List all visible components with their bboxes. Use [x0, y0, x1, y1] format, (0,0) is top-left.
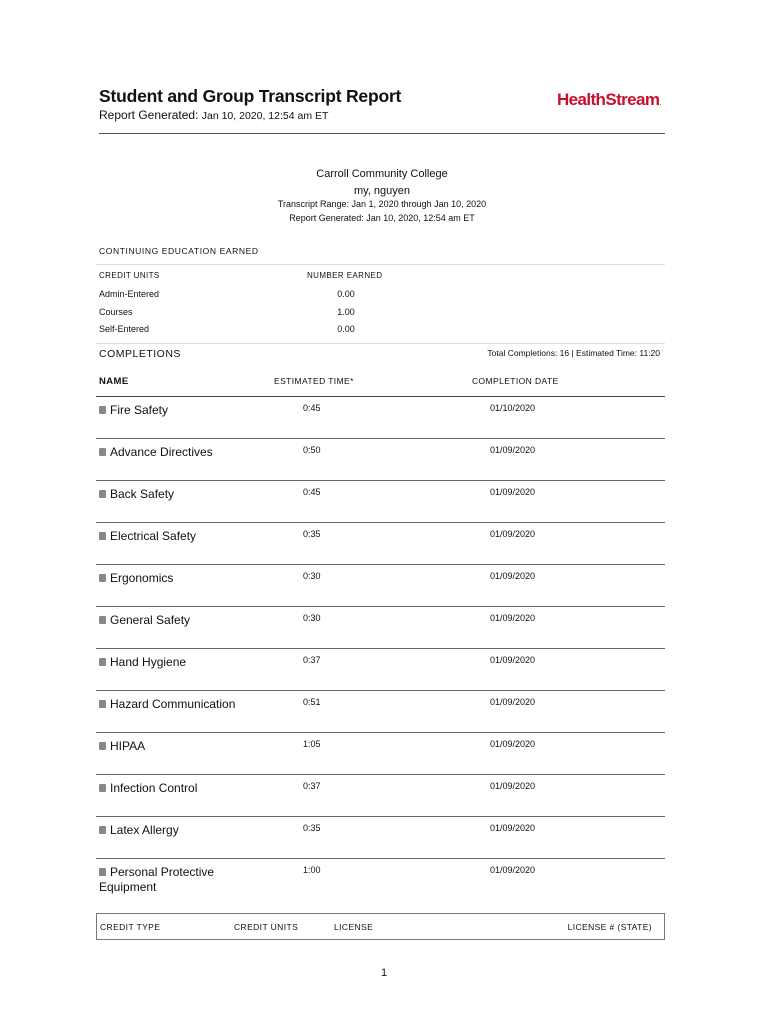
page-number: 1 — [380, 967, 388, 979]
divider — [96, 343, 665, 344]
col-header-completion-date: COMPLETION DATE — [472, 376, 559, 386]
estimated-time: 0:30 — [303, 571, 321, 581]
estimated-time: 0:35 — [303, 823, 321, 833]
document-icon — [99, 448, 106, 456]
table-row — [96, 649, 665, 691]
ce-row-label: Admin-Entered — [99, 289, 160, 299]
student-name: my, nguyen — [353, 185, 411, 197]
document-icon — [99, 742, 106, 750]
document-icon — [99, 826, 106, 834]
report-generated — [99, 108, 328, 122]
document-icon — [99, 784, 106, 792]
ce-row-value: 0.00 — [337, 324, 355, 334]
table-row — [96, 775, 665, 817]
table-row — [96, 565, 665, 607]
course-name[interactable]: Infection Control — [99, 781, 249, 796]
table-row — [96, 523, 665, 565]
completion-date: 01/09/2020 — [490, 613, 536, 623]
table-row — [96, 607, 665, 649]
table-row — [96, 439, 665, 481]
document-icon — [99, 868, 106, 876]
estimated-time: 0:45 — [303, 403, 321, 413]
completion-date: 01/09/2020 — [490, 865, 536, 875]
completion-date: 01/09/2020 — [490, 571, 536, 581]
course-name[interactable]: HIPAA — [99, 739, 249, 754]
course-name[interactable]: Advance Directives — [99, 445, 249, 460]
institution-name: Carroll Community College — [316, 168, 448, 180]
table-row — [96, 859, 665, 899]
table-row — [96, 397, 665, 439]
ce-row-value: 0.00 — [337, 289, 355, 299]
estimated-time: 0:51 — [303, 697, 321, 707]
completion-date: 01/10/2020 — [490, 403, 536, 413]
col-header-license: LICENSE — [334, 922, 374, 932]
completion-date: 01/09/2020 — [490, 697, 536, 707]
col-header-name: NAME — [99, 376, 129, 387]
ce-row-label: Self-Entered — [99, 324, 150, 334]
ce-col-credit-units: CREDIT UNITS — [99, 271, 160, 280]
table-row — [96, 481, 665, 523]
ce-row-label: Courses — [99, 307, 133, 317]
document-icon — [99, 616, 106, 624]
estimated-time: 1:05 — [303, 739, 321, 749]
col-header-license-number: LICENSE # (STATE) — [567, 922, 652, 932]
credit-table-header — [96, 913, 665, 940]
report-generated-info: Report Generated: Jan 10, 2020, 12:54 am ET — [289, 213, 475, 223]
course-name[interactable]: General Safety — [99, 613, 249, 628]
document-icon — [99, 532, 106, 540]
healthstream-logo: HealthStream. — [556, 90, 661, 109]
completion-date: 01/09/2020 — [490, 655, 536, 665]
table-row — [96, 817, 665, 859]
course-name[interactable]: Latex Allergy — [99, 823, 249, 838]
estimated-time: 1:00 — [303, 865, 321, 875]
divider — [96, 264, 665, 265]
document-icon — [99, 700, 106, 708]
estimated-time: 0:35 — [303, 529, 321, 539]
report-generated-label: Report Generated: — [99, 108, 199, 122]
transcript-range: Transcript Range: Jan 1, 2020 through Jan 10, 2020 — [277, 199, 487, 209]
ce-col-number-earned: NUMBER EARNED — [307, 271, 383, 280]
course-name[interactable]: Personal Protective Equipment — [99, 865, 215, 894]
completion-date: 01/09/2020 — [490, 739, 536, 749]
ce-section-label: CONTINUING EDUCATION EARNED — [99, 246, 259, 256]
document-icon — [99, 658, 106, 666]
col-header-credit-units: CREDIT UNITS — [234, 922, 299, 932]
completions-label: COMPLETIONS — [99, 348, 181, 360]
completion-date: 01/09/2020 — [490, 487, 536, 497]
course-name[interactable]: Back Safety — [99, 487, 249, 502]
completion-date: 01/09/2020 — [490, 529, 536, 539]
completion-date: 01/09/2020 — [490, 781, 536, 791]
course-name[interactable]: Hand Hygiene — [99, 655, 249, 670]
ce-row-value: 1.00 — [337, 307, 355, 317]
course-name[interactable]: Hazard Communication — [99, 697, 249, 712]
document-icon — [99, 406, 106, 414]
course-name[interactable]: Ergonomics — [99, 571, 249, 586]
course-name[interactable]: Electrical Safety — [99, 529, 249, 544]
estimated-time: 0:37 — [303, 781, 321, 791]
document-icon — [99, 574, 106, 582]
report-title: Student and Group Transcript Report — [99, 86, 402, 106]
table-row — [96, 691, 665, 733]
table-row — [96, 733, 665, 775]
completions-total: Total Completions: 16 | Estimated Time: 11:20 — [487, 348, 660, 358]
estimated-time: 0:50 — [303, 445, 321, 455]
report-generated-value: Jan 10, 2020, 12:54 am ET — [201, 110, 329, 122]
report-header — [99, 86, 665, 134]
document-icon — [99, 490, 106, 498]
estimated-time: 0:37 — [303, 655, 321, 665]
col-header-credit-type: CREDIT TYPE — [100, 922, 161, 932]
col-header-estimated-time: ESTIMATED TIME* — [274, 376, 354, 386]
course-name[interactable]: Fire Safety — [99, 403, 249, 418]
completion-date: 01/09/2020 — [490, 823, 536, 833]
estimated-time: 0:45 — [303, 487, 321, 497]
estimated-time: 0:30 — [303, 613, 321, 623]
completion-date: 01/09/2020 — [490, 445, 536, 455]
